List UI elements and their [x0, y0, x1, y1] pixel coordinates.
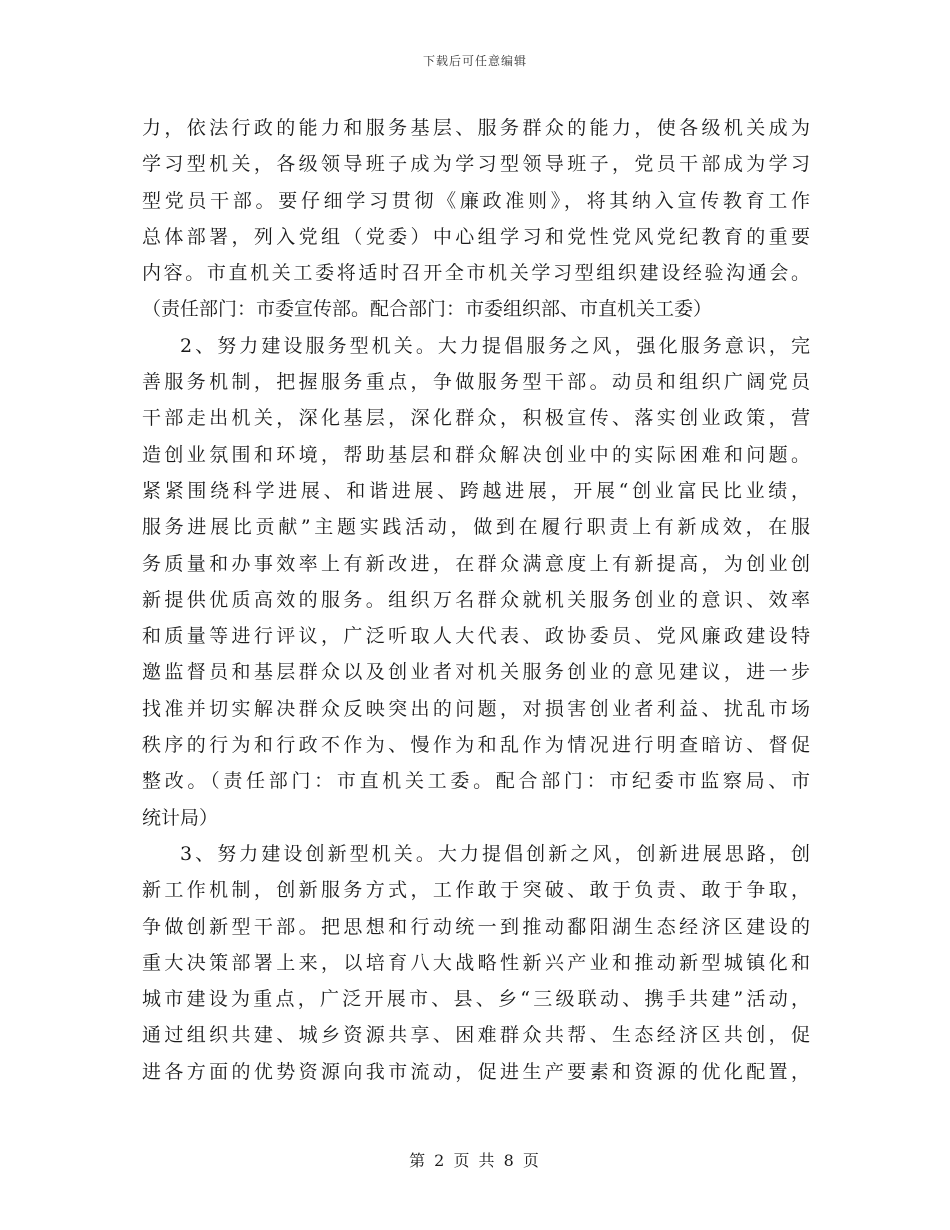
page-footer: 第 2 页 共 8 页	[409, 1151, 541, 1170]
text-line: 总体部署，列入党组（党委）中心组学习和党性党风党纪教育的重要	[142, 225, 810, 248]
text-line: 邀监督员和基层群众以及创业者对机关服务创业的意见建议，进一步	[142, 661, 810, 684]
text-line: 紧紧围绕科学进展、和谐进展、跨越进展，开展“创业富民比业绩，	[142, 479, 810, 502]
text-line: 整改。（责任部门：市直机关工委。配合部门：市纪委市监察局、市	[142, 770, 810, 793]
header-note: 下载后可任意编辑	[422, 54, 527, 68]
text-line: 秩序的行为和行政不作为、慢作为和乱作为情况进行明查暗访、督促	[142, 734, 810, 757]
text-line: 内容。市直机关工委将适时召开全市机关学习型组织建设经验沟通会。	[142, 262, 810, 285]
text-line: 重大决策部署上来，以培育八大战略性新兴产业和推动新型城镇化和	[142, 951, 810, 974]
text-line: 争做创新型干部。把思想和行动统一到推动鄱阳湖生态经济区建设的	[142, 915, 810, 938]
text-line: 找准并切实解决群众反映突出的问题，对损害创业者利益、扰乱市场	[142, 697, 810, 720]
text-line: 2、努力建设服务型机关。大力提倡服务之风，强化服务意识，完	[180, 334, 810, 357]
text-line: 新提供优质高效的服务。组织万名群众就机关服务创业的意识、效率	[142, 588, 810, 611]
text-line: 造创业氛围和环境，帮助基层和群众解决创业中的实际困难和问题。	[142, 443, 810, 466]
text-line: 通过组织共建、城乡资源共享、困难群众共帮、生态经济区共创，促	[142, 1024, 810, 1047]
text-line: 服务进展比贡献”主题实践活动，做到在履行职责上有新成效，在服	[142, 516, 810, 539]
document-body	[142, 110, 810, 1090]
text-line: 新工作机制，创新服务方式，工作敢于突破、敢于负责、敢于争取，	[142, 879, 810, 902]
text-line: 干部走出机关，深化基层，深化群众，积极宣传、落实创业政策，营	[142, 407, 810, 430]
text-line: 进各方面的优势资源向我市流动，促进生产要素和资源的优化配置，	[142, 1060, 810, 1083]
text-line: 城市建设为重点，广泛开展市、县、乡“三级联动、携手共建”活动，	[142, 988, 810, 1011]
text-line: 善服务机制，把握服务重点，争做服务型干部。动员和组织广阔党员	[142, 371, 810, 394]
text-line: 力，依法行政的能力和服务基层、服务群众的能力，使各级机关成为	[142, 117, 810, 139]
text-line: 和质量等进行评议，广泛听取人大代表、政协委员、党风廉政建设特	[142, 625, 810, 648]
text-line: 学习型机关，各级领导班子成为学习型领导班子，党员干部成为学习	[142, 153, 810, 176]
text-line: 型党员干部。要仔细学习贯彻《廉政准则》，将其纳入宣传教育工作	[142, 189, 810, 212]
text-line: 务质量和办事效率上有新改进，在群众满意度上有新提高，为创业创	[142, 552, 810, 575]
text-line: 3、努力建设创新型机关。大力提倡创新之风，创新进展思路，创	[180, 842, 810, 865]
text-line: 统计局）	[142, 806, 219, 829]
text-line: （责任部门：市委宣传部。配合部门：市委组织部、市直机关工委）	[142, 298, 713, 321]
